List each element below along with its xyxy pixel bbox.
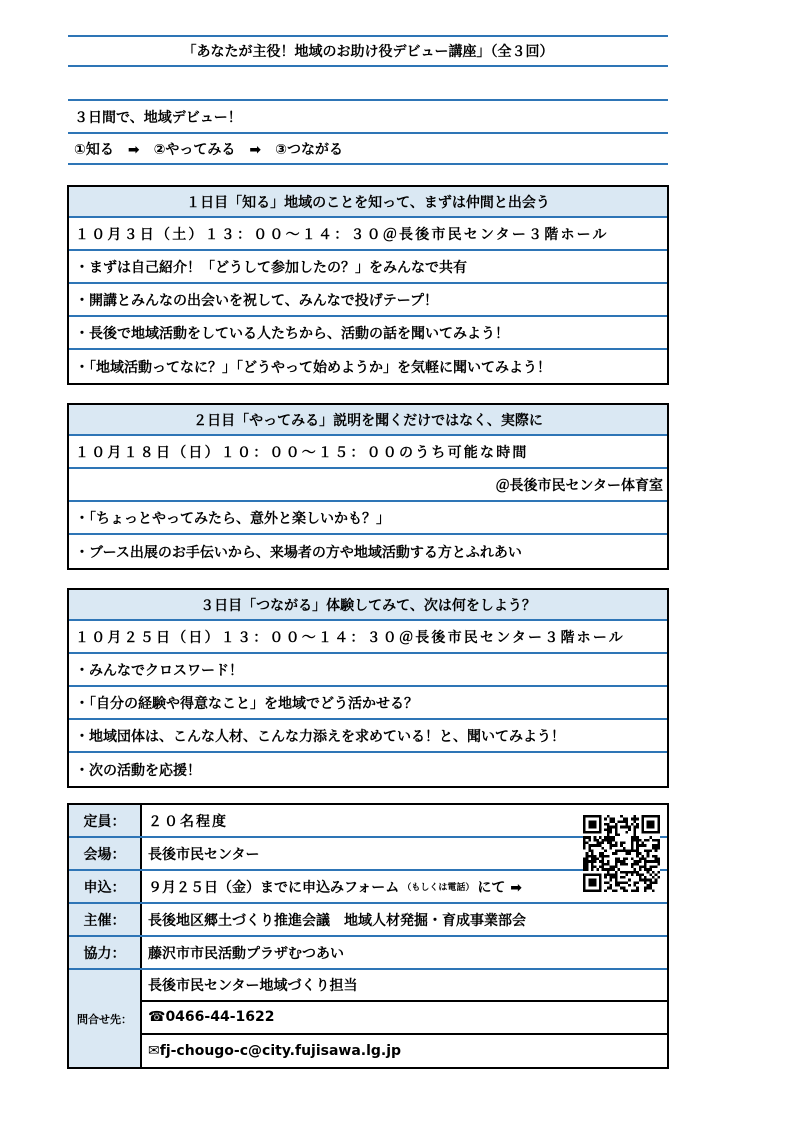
day1-box (67, 185, 669, 385)
contact-values (142, 970, 667, 1067)
day1-title: １日目「知る」地域のことを知って、まずは仲間と出会う (69, 187, 667, 218)
day2-box (67, 403, 669, 570)
qr-code-icon[interactable] (583, 815, 660, 892)
intro-lines (68, 99, 668, 165)
day1-item: ・「地域活動ってなに？」「どうやって始めようか」を気軽に聞いてみよう！ (75, 359, 551, 376)
apply-phone-note: （もしくは電話） (402, 883, 475, 893)
day3-item: ・「自分の経験や得意なこと」を地域でどう活かせる？ (69, 687, 667, 720)
apply-tail: にて ➡ (477, 879, 522, 896)
venue-label: 会場： (69, 838, 142, 869)
venue-row (69, 838, 667, 871)
apply-row (69, 871, 667, 904)
intro-subtitle: ３日間で、地域デビュー！ (68, 99, 668, 132)
contact-row (69, 970, 667, 1067)
intro-steps: ①知る ➡ ②やってみる ➡ ③つながる (68, 132, 668, 165)
day1-item: ・開講とみんなの出会いを祝して、みんなで投げテープ！ (69, 284, 667, 317)
day1-item: ・長後で地域活動をしている人たちから、活動の話を聞いてみよう！ (69, 317, 667, 350)
day3-title: ３日目「つながる」体験してみて、次は何をしよう？ (69, 590, 667, 621)
course-title-band (68, 35, 668, 67)
day1-item: ・まずは自己紹介！「どうして参加したの？」をみんなで共有 (69, 251, 667, 284)
host-value: 長後地区郷土づくり推進会議 地域人材発掘・育成事業部会 (148, 912, 526, 929)
day2-venue: ＠長後市民センター体育室 (69, 469, 667, 502)
contact-label: 問合せ先： (69, 970, 142, 1067)
info-table (67, 803, 669, 1069)
day2-item: ・「ちょっとやってみたら、意外と楽しいかも？」 (69, 502, 667, 535)
day2-item: ・ブース出展のお手伝いから、来場者の方や地域活動する方とふれあい (75, 544, 522, 561)
apply-label: 申込： (69, 871, 142, 902)
day1-schedule: １０月３日（土）１３：００～１４：３０＠長後市民センター３階ホール (69, 218, 667, 251)
day2-title: ２日目「やってみる」説明を聞くだけではなく、実際に (69, 405, 667, 436)
day3-schedule: １０月２５日（日）１３：００～１４：３０＠長後市民センター３階ホール (69, 621, 667, 654)
day2-schedule: １０月１８日（日）１０：００～１５：００のうち可能な時間 (69, 436, 667, 469)
apply-deadline: ９月２５日（金）までに申込みフォーム (148, 879, 400, 896)
contact-phone[interactable]: ☎0466-44-1622 (142, 1002, 667, 1034)
host-label: 主催： (69, 904, 142, 935)
coop-row (69, 937, 667, 970)
day3-item: ・次の活動を応援！ (75, 762, 201, 779)
capacity-value: ２０名程度 (148, 813, 228, 830)
day3-box (67, 588, 669, 788)
host-row (69, 904, 667, 937)
day3-item: ・地域団体は、こんな人材、こんな力添えを求めている！と、聞いてみよう！ (69, 720, 667, 753)
course-title: 「あなたが主役！地域のお助け役デビュー講座」（全３回） (182, 44, 554, 60)
coop-label: 協力： (69, 937, 142, 968)
capacity-label: 定員： (69, 805, 142, 836)
day3-item: ・みんなでクロスワード！ (69, 654, 667, 687)
contact-name: 長後市民センター地域づくり担当 (142, 970, 667, 1002)
venue-value: 長後市民センター (148, 846, 260, 863)
coop-value: 藤沢市市民活動プラザむつあい (148, 945, 344, 962)
contact-email[interactable]: ✉fj-chougo-c@city.fujisawa.lg.jp (148, 1042, 402, 1059)
capacity-row (69, 805, 667, 838)
